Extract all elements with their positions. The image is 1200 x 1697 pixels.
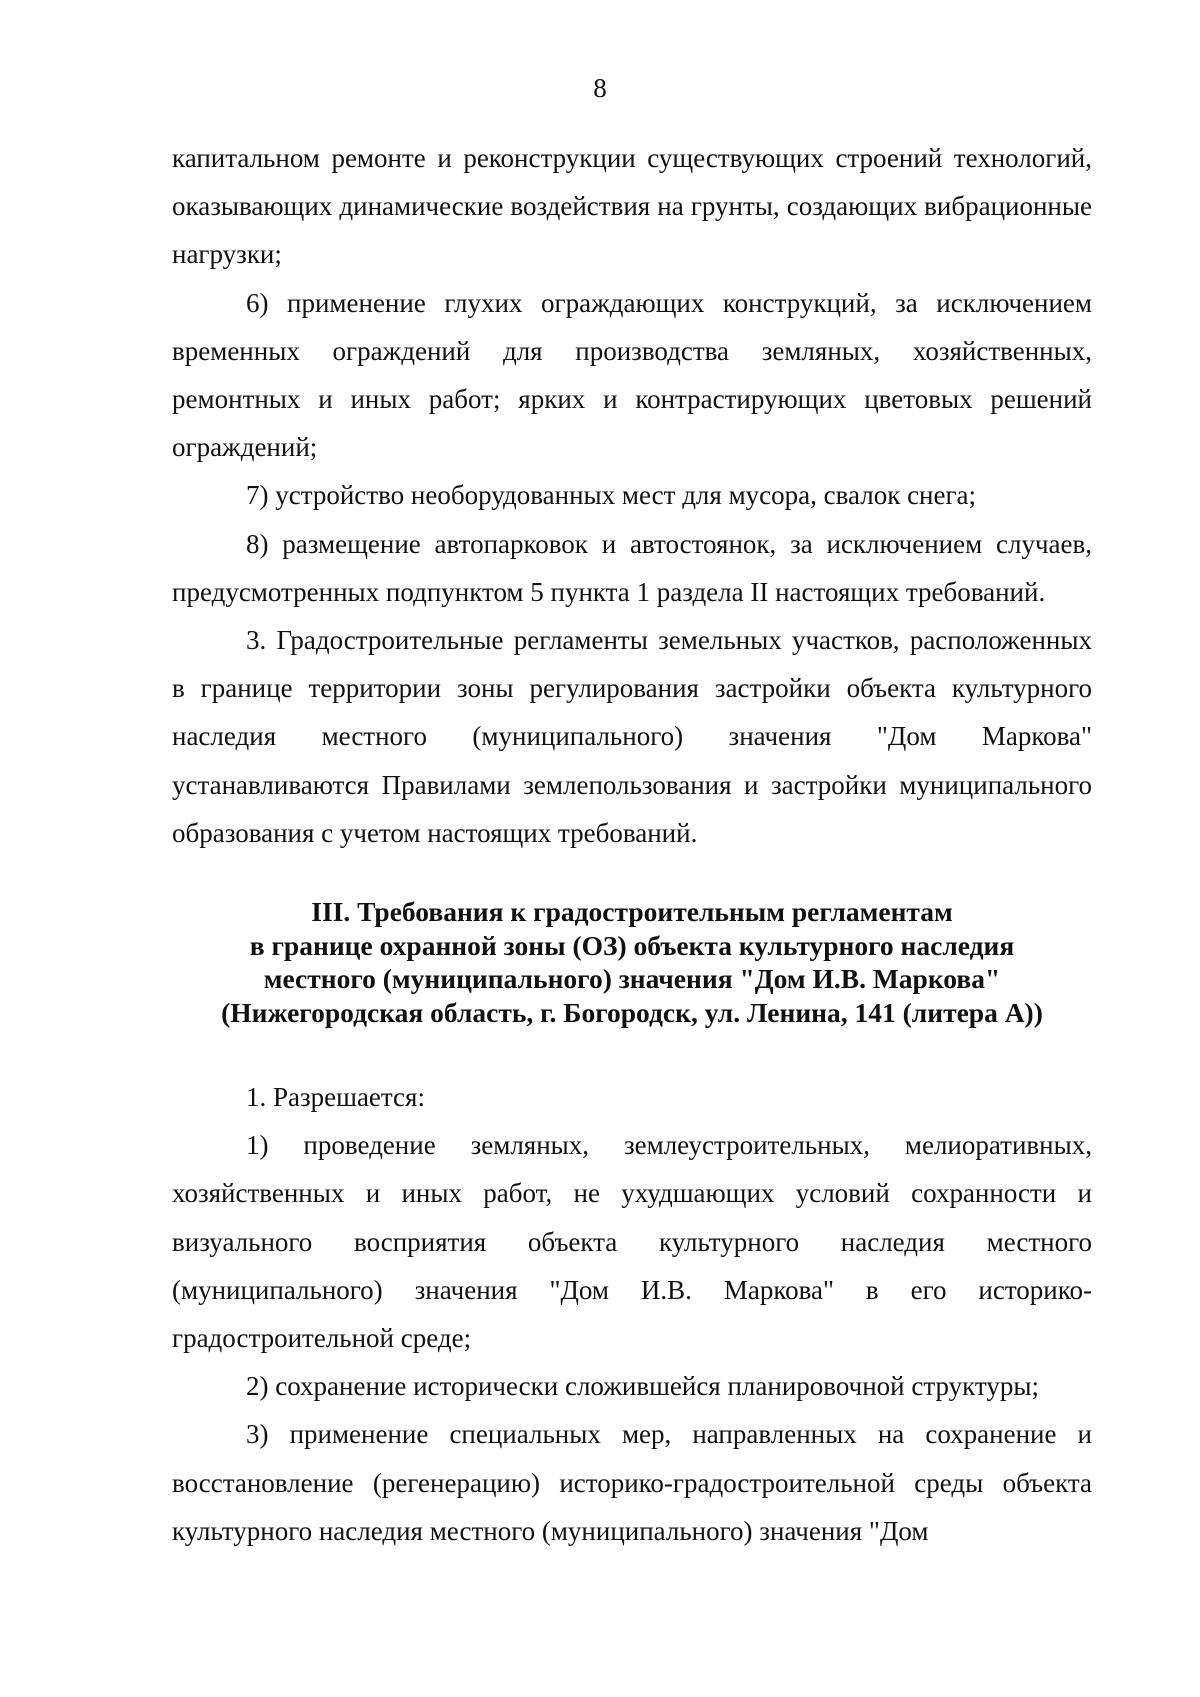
section-heading-line: местного (муниципального) значения "Дом И.В. Маркова" [263, 963, 1001, 995]
section-heading-line: в границе охранной зоны (ОЗ) объекта культурного наследия [249, 929, 1015, 961]
section-heading-line: (Нижегородская область, г. Богородск, ул. Ленина, 141 (литера А)) [221, 996, 1043, 1028]
paragraph-continuation: капитальном ремонте и реконструкции существующих строений технологий, оказывающих динамические воздействия на грунты, создающих вибрационные нагрузки; [172, 143, 1092, 270]
paragraph-item-1: 1) проведение земляных, землеустроительных, мелиоративных, хозяйственных и иных работ, не ухудшающих условий сохранности и визуального восприятия объекта культурного наследия местного (муниципального) значения "Дом И.В. Маркова" в его историко-градостроительной среде; [172, 1130, 1092, 1354]
paragraph-point-1: 1. Разрешается: [246, 1082, 425, 1113]
section-heading-line: III. Требования к градостроительным регламентам [311, 896, 953, 928]
paragraph-point-3: 3. Градостроительные регламенты земельных участков, расположенных в границе территории зоны регулирования застройки объекта культурного наследия местного (муниципального) значения "Дом Маркова" устанавливаются Правилами землепользования и застройки муниципального образования с учетом настоящих требований. [172, 625, 1092, 848]
section-heading [172, 895, 1092, 1029]
paragraph-item-7: 7) устройство необорудованных мест для мусора, свалок снега; [246, 480, 977, 511]
paragraph-item-3: 3) применение специальных мер, направленных на сохранение и восстановление (регенерацию) историко-градостроительной среды объекта культурного наследия местного (муниципального) значения "Дом [172, 1419, 1092, 1546]
document-body [172, 134, 1092, 1555]
paragraph-item-8: 8) размещение автопарковок и автостоянок, за исключением случаев, предусмотренных подпунктом 5 пункта 1 раздела II настоящих требований. [172, 528, 1092, 607]
paragraph-item-2: 2) сохранение исторически сложившейся планировочной структуры; [246, 1371, 1039, 1402]
page-number: 8 [593, 73, 607, 103]
paragraph-item-6: 6) применение глухих ограждающих конструкций, за исключением временных ограждений для производства земляных, хозяйственных, ремонтных и иных работ; ярких и контрастирующих цветовых решений ограждений; [172, 287, 1092, 463]
